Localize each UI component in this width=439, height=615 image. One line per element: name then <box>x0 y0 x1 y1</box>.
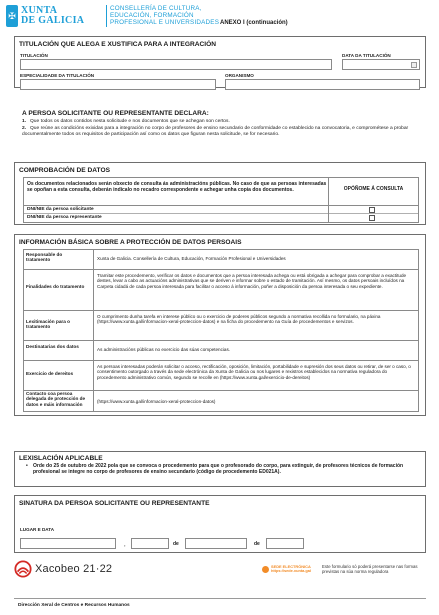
department-name: CONSELLERÍA DE CULTURA, EDUCACIÓN, FORMACIÓN PROFESIONAL E UNIVERSIDADES <box>110 5 220 26</box>
section-title: COMPROBACIÓN DE DATOS <box>19 167 110 174</box>
calendar-icon[interactable] <box>411 62 417 68</box>
section-title: TITULACIÓN QUE ALEGA E XUSTIFICA PARA A INTEGRACIÓN <box>19 41 216 48</box>
titulacion-field[interactable] <box>20 59 332 70</box>
lugar-field[interactable] <box>20 538 116 549</box>
titulacion-label: TITULACIÓN <box>20 53 48 58</box>
table-row: Destinatarias dos datos As administracións públicas no exercicio das súas competencias. <box>23 340 419 360</box>
sinatura-section <box>14 495 426 553</box>
ano-field[interactable] <box>266 538 304 549</box>
sede-electronica-logo[interactable]: SEDE ELECTRÓNICA https://sede.xunta.gal <box>262 565 311 574</box>
section-title: INFORMACIÓN BÁSICA SOBRE A PROTECCIÓN DE DATOS PERSOAIS <box>19 239 242 246</box>
declaracion-item: 1. Que todos os datos contidos nesta solicitude e nos documentos que se achegan son certos. <box>22 119 230 124</box>
footer-divider <box>14 598 426 599</box>
especialidade-label: ESPECIALIDADE DA TITULACIÓN <box>20 73 95 78</box>
logo-line-2: DE GALICIA <box>21 15 85 26</box>
titulacion-section <box>14 36 426 88</box>
section-title: LEXISLACIÓN APLICABLE <box>19 455 103 462</box>
table-row: DNI/NIE da persoa solicitante <box>24 206 418 214</box>
declaracion-section <box>14 107 426 157</box>
opponse-header: OPÓÑOME Á CONSULTA <box>328 178 418 205</box>
opponse-checkbox-representante[interactable] <box>369 215 375 221</box>
organismo-label: ORGANISMO <box>225 73 254 78</box>
data-titulacion-label: DATA DA TITULACIÓN <box>342 53 391 58</box>
declaracion-item: 2. Que reúne as condicións exixidas para a integración no corpo de profesores de ensino secundario de conformidade co establecido na convocatoria, e comprométese a probar documentalmente todos os requisitos de participación así como os datos que figuran nesta solicitude, se for necesario. <box>22 126 409 137</box>
consulta-table <box>23 177 419 223</box>
xacobeo-logo <box>14 560 112 578</box>
table-row: Exercicio de dereitos As persoas interesadas poderán solicitar o acceso, rectificación, oposición, limitación, portabilidade e supresión dos seus datos ou retirar, de ser o caso, o consentimento outorgado a través da sede electrónica da Xunta de Galicia ou nos lugares e rexistros establecidos na normativa reguladora do procedemento administrativo común, segundo se recolle en (https://www.xunta.gal/exercicio-de-dereitos) <box>23 360 419 390</box>
comprobacion-section <box>14 162 426 225</box>
table-row: Responsable do tratamento Xunta de Galicia. Consellería de Cultura, Educación, Formación Profesional e Universidades <box>23 249 419 269</box>
table-row: Lexitimación para o tratamento O cumprimento dunha tarefa en interese público ou o exercicio de poderes públicos segundo a normativa recollida no formulario, na páxina (https://www.xunta.gal/informacion-xeral-proteccion-datos) e na ficha do procedemento na Guía de procedementos e servizos. <box>23 310 419 340</box>
especialidade-field[interactable] <box>20 79 216 90</box>
comma-separator: , <box>124 542 126 548</box>
mes-field[interactable] <box>185 538 247 549</box>
annex-label: ANEXO I (continuación) <box>220 20 288 26</box>
table-row: Contacto coa persoa delegada de protección de datos e máis información (https://www.xunta.gal/informacion-xeral-proteccion-datos) <box>23 390 419 412</box>
xunta-seal-icon: ✠ <box>6 5 18 27</box>
dia-field[interactable] <box>131 538 169 549</box>
xacobeo-text: Xacobeo 21·22 <box>35 563 113 575</box>
de-separator-2: de <box>254 541 260 547</box>
lexislacion-item: • Orde do 25 de outubro de 2022 pola que se convoca o procedemento para que o profesorado do corpo, para extinguir, de profesores técnicos de formación profesional se integre no corpo de profesores de ensino secundario (código de procedemento ED021A). <box>33 464 419 476</box>
sede-icon <box>262 566 269 573</box>
section-title: SINATURA DA PERSOA SOLICITANTE OU REPRESENTANTE <box>19 500 210 507</box>
data-titulacion-field[interactable] <box>342 59 420 70</box>
opponse-checkbox-solicitante[interactable] <box>369 207 375 213</box>
logo-divider <box>106 5 107 27</box>
footer-note: Este formulario só poderá presentarse nas formas previstas na súa norma reguladora <box>322 564 418 575</box>
organismo-field[interactable] <box>225 79 420 90</box>
proteccion-datos-section <box>14 234 426 416</box>
lugar-data-label: LUGAR E DATA <box>20 527 55 532</box>
lexislacion-section <box>14 451 426 487</box>
logo-line-1: XUNTA <box>21 5 58 16</box>
table-row: DNI/NIE da persoa representante <box>24 214 418 222</box>
table-row: Finalidades do tratamento Tramitar este procedemento, verificar os datos e documentos que a persoa interesada achega ou está obrigada a achegar para comprobar a exactitude destes, levar a cabo as actuacións administrativas que se deriven e informar sobre o estado de tramitación. Así mesmo, os datos persoais incluídos na Carpeta cidadá de cada persoa interesada para facilitar o acceso á información, poñer a disposición da persoa interesada o seu expediente. <box>23 269 419 310</box>
section-title: A PERSOA SOLICITANTE OU REPRESENTANTE DECLARA: <box>22 110 209 117</box>
xunta-logo <box>6 4 84 28</box>
de-separator-1: de <box>173 541 179 547</box>
page-header <box>6 4 433 30</box>
footer-department: Dirección Xeral de Centros e Recursos Humanos <box>18 603 130 608</box>
consulta-header: Os documentos relacionados serán obxecto de consulta ás administracións públicas. No caso de que as persoas interesadas se opoñan a esta consulta, deberán indicalo no recadro correspondente e achegar unha copia dos documentos. OPÓÑOME Á CONSULTA <box>24 178 418 206</box>
xacobeo-icon <box>14 560 32 578</box>
